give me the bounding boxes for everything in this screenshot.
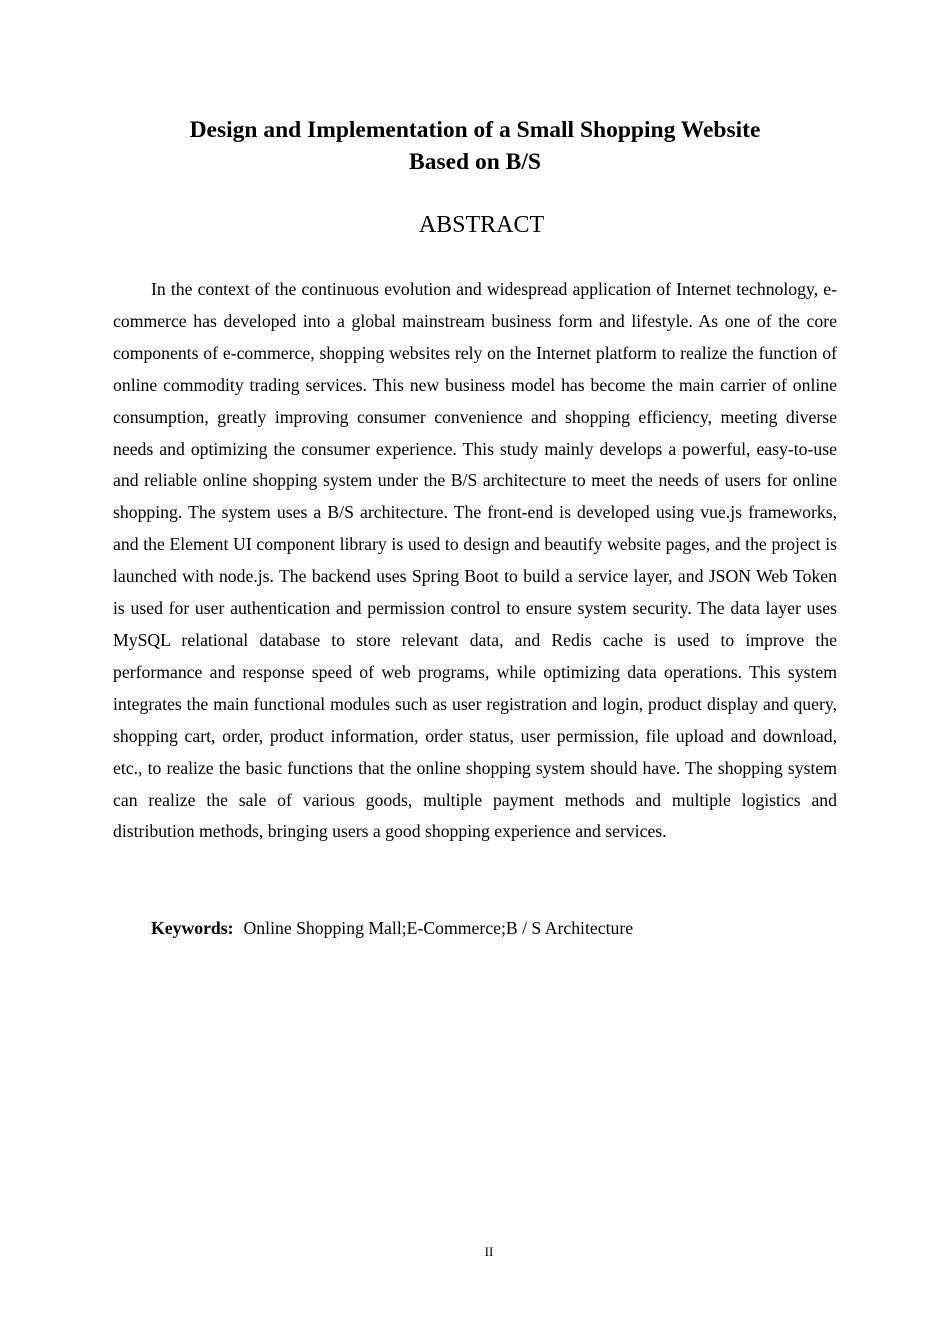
page-number: II [484,1244,494,1259]
abstract-body: In the context of the continuous evolution and widespread application of Internet technology, e-commerce has developed into a global mainstream business form and lifestyle. As one of the core components of e-commerce, shopping websites rely on the Internet platform to realize the function of online commodity trading services. This new business model has become the main carrier of online consumption, greatly improving consumer convenience and shopping efficiency, meeting diverse needs and optimizing the consumer experience. This study mainly develops a powerful, easy-to-use and reliable online shopping system under the B/S architecture to meet the needs of users for online shopping. The system uses a B/S architecture. The front-end is developed using vue.js frameworks, and the Element UI component library is used to design and beautify website pages, and the project is launched with node.js. The backend uses Spring Boot to build a service layer, and JSON Web Token is used for user authentication and permission control to ensure system security. The data layer uses MySQL relational database to store relevant data, and Redis cache is used to improve the performance and response speed of web programs, while optimizing data operations. This system integrates the main functional modules such as user registration and login, product display and query, shopping cart, order, product information, order status, user permission, file upload and download, etc., to realize the basic functions that the online shopping system should have. The shopping system can realize the sale of various goods, multiple payment methods and multiple logistics and distribution methods, bringing users a good shopping experience and services. [113,279,837,842]
title-line-2: Based on B/S [409,149,541,175]
keywords-label: Keywords: [151,918,234,938]
keywords-value: Online Shopping Mall;E-Commerce;B / S Architecture [243,918,634,938]
document-title [113,114,837,178]
title-line-1: Design and Implementation of a Small Shopping Website [189,117,761,143]
abstract-heading: ABSTRACT [418,212,545,238]
keywords-line [151,912,841,944]
